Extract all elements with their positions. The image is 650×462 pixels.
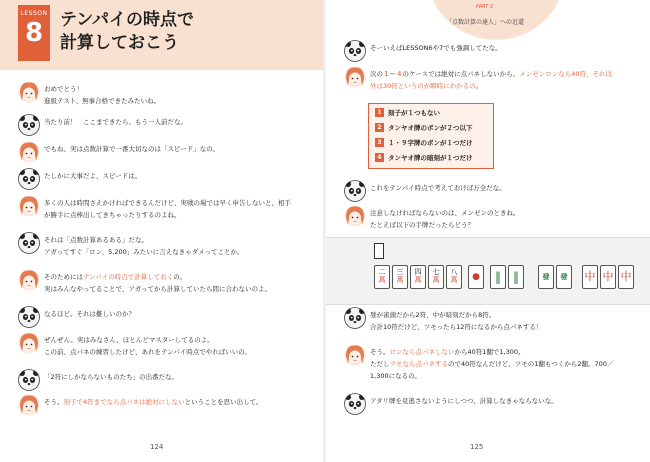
girl-avatar [18, 332, 40, 354]
panda-avatar [18, 232, 40, 254]
dialogue-text: ～ [389, 70, 396, 78]
dialogue-line [44, 371, 178, 383]
chapter-title-line-2: 計算しておこう [60, 33, 179, 53]
dialogue-line [44, 246, 244, 258]
mahjong-tile: 七 萬 [428, 265, 444, 289]
panda-avatar [18, 168, 40, 190]
dialogue-text: そう。 [44, 398, 64, 406]
dialogue-text: 。 [475, 82, 483, 90]
dialogue-line [44, 83, 83, 95]
dialogue-text: 注意しなければならないのは、メンゼンのときね。 [370, 209, 520, 217]
condition-number: 2 [375, 123, 384, 132]
dialogue-text: なるほど。それは難しいのか？ [44, 310, 135, 318]
dialogue-line [370, 207, 520, 219]
chapter-title-line-1: テンパイの時点で [60, 10, 194, 30]
mahjong-tile: ‖ [490, 265, 506, 289]
dialogue-text: から40符1翻で1,300。 [454, 348, 525, 356]
chapter-title [60, 9, 290, 55]
dialogue-text: たしかに大事だよ、スピードは。 [44, 172, 142, 180]
dialogue-line [44, 308, 135, 320]
dialogue-line [44, 234, 148, 246]
dialogue-line [370, 395, 558, 407]
dialogue-text: のケースでは絶対に点パネしないから、 [402, 70, 520, 78]
left-page [0, 0, 324, 462]
girl-avatar [18, 81, 40, 103]
highlighted-text: ロンなら点パネしない [389, 348, 455, 356]
condition-item: 4 タンヤオ牌の暗刻が１つだけ [375, 152, 473, 164]
dialogue-text: 次の [370, 70, 383, 78]
panda-avatar [18, 306, 40, 328]
hand-tiles-panel [326, 237, 650, 305]
highlighted-text: 外は30符というのが瞬時にわかるの [370, 82, 476, 90]
dialogue-text: これをテンパイ時点で考えておけば万全だな。 [370, 184, 506, 192]
part-title: 「点数計算の達人」への近道 [446, 19, 525, 26]
highlighted-text: ４ [396, 70, 403, 78]
dialogue-line [370, 346, 525, 358]
dora-indicator-tile [374, 243, 384, 259]
dialogue-line [370, 42, 502, 54]
panda-avatar [344, 307, 366, 329]
dialogue-text: おめでとう！ [44, 85, 83, 93]
dialogue-text: ただし [370, 360, 390, 368]
dialogue-text: この前、点パネの練習したけど、あれをテンパイ時点でやればいいの。 [44, 348, 251, 356]
dialogue-text: ということを思い出して。 [184, 398, 263, 406]
mahjong-tile: 發 [556, 265, 572, 289]
mahjong-tile: 發 [538, 265, 554, 289]
girl-avatar [18, 141, 40, 163]
dialogue-text: 1,300になるの。 [370, 372, 421, 380]
lesson-badge [18, 5, 50, 61]
mahjong-tile: 四 萬 [410, 265, 426, 289]
part-label: PART 2 [476, 4, 494, 10]
dialogue-text: そのためには [44, 273, 83, 281]
dialogue-text: そう。 [370, 348, 390, 356]
dialogue-line [370, 80, 482, 92]
dialogue-text: アタリ牌を見逃さないようにしつつ、計算しなきゃならないな。 [370, 397, 558, 405]
dialogue-line [44, 116, 187, 128]
mahjong-tile: ‖ [508, 265, 524, 289]
dialogue-text: それは「点数計算あるある」だな。 [44, 236, 148, 244]
highlighted-text: メンゼンロンなら40符、それ以 [519, 70, 612, 78]
girl-avatar [18, 269, 40, 291]
dialogue-text: の。 [173, 273, 186, 281]
mahjong-tile: 二 萬 [374, 265, 390, 289]
condition-number: 1 [375, 108, 384, 117]
highlighted-text: テンパイの時点で計算しておく [83, 273, 174, 281]
mahjong-tile: ● [468, 265, 484, 289]
panda-avatar [18, 114, 40, 136]
girl-avatar [18, 394, 40, 416]
mahjong-tile: 八 萬 [446, 265, 462, 289]
panda-avatar [344, 180, 366, 202]
dialogue-text: そーいえばLESSON6や7でも強調してたな。 [370, 44, 502, 52]
dialogue-line [44, 396, 263, 408]
dialogue-line [44, 271, 186, 283]
girl-avatar [344, 66, 366, 88]
girl-avatar [344, 344, 366, 366]
dialogue-line [44, 334, 214, 346]
lesson-label: LESSON [20, 10, 48, 17]
lesson-number: 8 [24, 18, 44, 48]
dialogue-line [44, 170, 141, 182]
dialogue-text: でもね、実は点数計算で一番大切なのは「スピード」なの。 [44, 145, 219, 153]
mahjong-tile: 中 [618, 265, 634, 289]
condition-item: 1 刻子が１つもない [375, 107, 440, 119]
right-page [326, 0, 650, 462]
dialogue-text: ので40符なんだけど、ツモの1翻もつくから2翻。700／ [448, 360, 614, 368]
mahjong-tile: 三 萬 [392, 265, 408, 289]
dialogue-line [370, 182, 506, 194]
dialogue-line [370, 219, 474, 231]
girl-avatar [18, 195, 40, 217]
condition-item: 3 １・９字牌のポンが１つだけ [375, 137, 473, 149]
page-number-right: 125 [470, 443, 484, 451]
dialogue-text: 多くの人は時間さえかければできるんだけど、実戦の場では早く申告しないと、相手 [44, 199, 291, 207]
dialogue-line [370, 68, 612, 80]
dialogue-line [44, 283, 271, 295]
highlighted-text: 刻子で4符までなら点パネは絶対にしない [63, 398, 185, 406]
panda-avatar [18, 369, 40, 391]
dialogue-line [44, 197, 291, 209]
dialogue-text: 「2符にしかならないものたち」の出番だな。 [44, 373, 179, 381]
dialogue-text: 合計10符だけど、ツモったら12符になるから点パネする！ [370, 323, 543, 331]
dialogue-text: 実はみんなやってることで、アガってから計算していたら間に合わないのよ。 [44, 285, 272, 293]
dialogue-line [44, 346, 251, 358]
dialogue-text: たとえば以下の手牌だったらどう？ [370, 221, 474, 229]
mahjong-tile: 中 [600, 265, 616, 289]
condition-item: 2 タンヤオ牌のポンが２つ以下 [375, 122, 473, 134]
dialogue-text: 進級テスト、無事合格できたみたいね。 [44, 97, 161, 105]
dialogue-line [44, 143, 219, 155]
panda-avatar [344, 40, 366, 62]
dialogue-text: が勝手に点棒出してきちゃったりするのよね。 [44, 211, 181, 219]
mahjong-tile: 中 [582, 265, 598, 289]
panda-avatar [344, 393, 366, 415]
dialogue-line [370, 370, 421, 382]
condition-number: 3 [375, 138, 384, 147]
condition-number: 4 [375, 153, 384, 162]
dialogue-text: 發が雀頭だから2符、中が暗刻だから8符。 [370, 311, 496, 319]
dialogue-text: ぜんぜん。実はみなさん、ほとんどマスターしてるのよ。 [44, 336, 214, 344]
dialogue-line [370, 309, 495, 321]
dialogue-text: 当たり前！ ここまできたら、もう一人前だな。 [44, 118, 187, 126]
dialogue-line [370, 358, 613, 370]
conditions-box [368, 103, 494, 169]
girl-avatar [344, 205, 366, 227]
dialogue-line [370, 321, 542, 333]
highlighted-text: ツモなら点パネする [389, 360, 448, 368]
dialogue-line [44, 95, 160, 107]
highlighted-text: １ [383, 70, 390, 78]
dialogue-text: アガってすぐ「ロン、5,200」みたいに言えなきゃダメってことか。 [44, 248, 244, 256]
dialogue-line [44, 209, 181, 221]
page-number-left: 124 [150, 443, 164, 451]
